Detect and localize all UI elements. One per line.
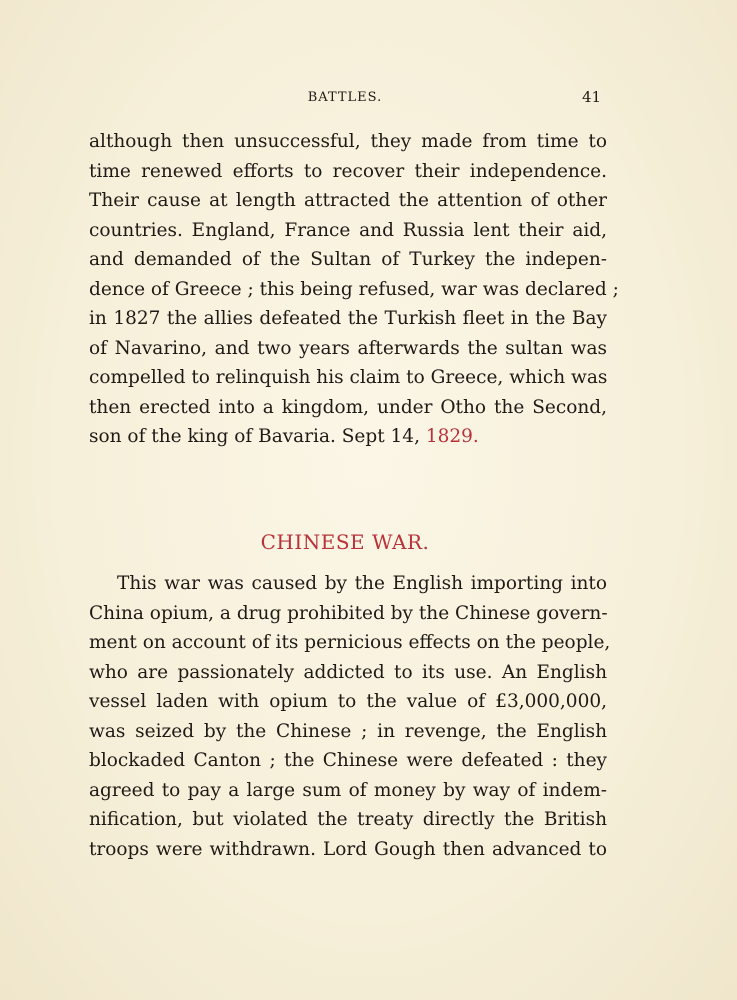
text-line-date [89,422,607,452]
date-text: son of the king of Bavaria. Sept 14, [89,426,426,447]
running-head [0,88,737,108]
text-line: countries. England, France and Russia lent their aid, [89,219,607,241]
text-line: agreed to pay a large sum of money by way of indem- [89,779,607,801]
text-line: troops were withdrawn. Lord Gough then advanced to [89,838,607,860]
text-line: dence of Greece ; this being refused, war was declared ; [89,278,619,300]
text-line: time renewed efforts to recover their independence. [89,160,607,182]
section-heading: CHINESE WAR. [260,530,430,554]
text-line: ment on account of its pernicious effects on the people, [89,632,611,653]
text-line: although then unsuccessful, they made from time to [89,131,607,152]
text-line: was seized by the Chinese ; in revenge, the English [89,720,607,742]
text-line: Their cause at length attracted the attention of other [89,190,607,211]
text-line: and demanded of the Sultan of Turkey the indepen- [89,249,607,270]
text-line: in 1827 the allies defeated the Turkish fleet in the Bay [89,308,607,329]
page-number: 41 [582,88,602,106]
text-line: compelled to relinquish his claim to Greece, which was [89,367,608,388]
text-line: then erected into a kingdom, under Otho the Second, [89,396,607,418]
running-title: BATTLES. [307,90,383,105]
text-line: of Navarino, and two years afterwards the sultan was [89,337,607,359]
year-highlight: 1829. [425,426,479,447]
text-line: vessel laden with opium to the value of £3,000,000, [89,691,607,712]
paragraph-chinese-war [89,569,611,864]
text-line: who are passionately addicted to its use. An English [89,661,607,683]
text-line: China opium, a drug prohibited by the Chinese govern- [89,602,608,624]
text-line: This war was caused by the English importing into [117,573,607,594]
paragraph-battles-continued [89,127,619,452]
text-line: blockaded Canton ; the Chinese were defeated : they [89,750,607,771]
text-line: nification, but violated the treaty directly the British [89,809,607,830]
